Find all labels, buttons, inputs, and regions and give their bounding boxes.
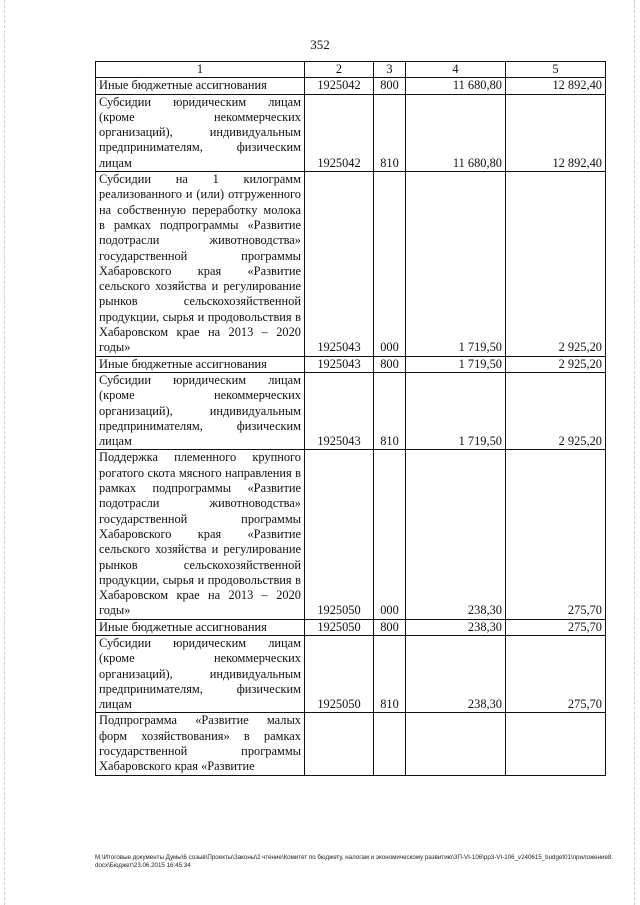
amount-2015-cell: 238,30 xyxy=(406,619,506,635)
expense-type-cell: 800 xyxy=(374,619,406,635)
amount-2015-cell: 1 719,50 xyxy=(406,372,506,449)
amount-2015-cell: 1 719,50 xyxy=(406,172,506,357)
expense-type-cell: 810 xyxy=(374,94,406,171)
code-cell: 1925050 xyxy=(305,635,374,712)
amount-2016-cell: 2 925,20 xyxy=(506,172,606,357)
amount-2016-cell: 2 925,20 xyxy=(506,356,606,372)
code-cell: 1925050 xyxy=(305,619,374,635)
name-cell: Субсидии юридическим лицам (кроме некоммерческих организаций), индивидуальным предпринимателям, физическим лицам xyxy=(96,94,305,171)
code-cell xyxy=(305,713,374,775)
expense-type-cell: 810 xyxy=(374,372,406,449)
amount-2015-cell: 238,30 xyxy=(406,450,506,619)
code-cell: 1925043 xyxy=(305,172,374,357)
name-cell: Иные бюджетные ассигнования xyxy=(96,78,305,94)
amount-2016-cell: 275,70 xyxy=(506,619,606,635)
table-row xyxy=(96,635,606,712)
amount-2015-cell: 11 680,80 xyxy=(406,94,506,171)
column-header: 4 xyxy=(406,62,506,78)
amount-2016-cell: 12 892,40 xyxy=(506,78,606,94)
expense-type-cell: 800 xyxy=(374,78,406,94)
name-cell: Субсидии на 1 килограмм реализованного и (или) отгруженного на собственную переработку молока в рамках подпрограммы «Развитие подотрасли животноводства» государственной программы Хабаровского края «Развитие сельского хозяйства и регулирование рынков сельскохозяйственной продукции, сырья и продовольствия в Хабаровском крае на 2013 – 2020 годы» xyxy=(96,172,305,357)
amount-2016-cell: 2 925,20 xyxy=(506,372,606,449)
name-cell: Поддержка племенного крупного рогатого скота мясного направления в рамках подпрограммы «Развитие подотрасли животноводства» государственной программы Хабаровского края «Развитие сельского хозяйства и регулирование рынков сельскохозяйственной продукции, сырья и продовольствия в Хабаровском крае на 2013 – 2020 годы» xyxy=(96,450,305,619)
table-row xyxy=(96,713,606,775)
expense-type-cell xyxy=(374,713,406,775)
left-margin-line xyxy=(4,0,5,905)
table-row xyxy=(96,619,606,635)
document-footer-path: M:\Итоговые документы Думы\6 созыв\Проекты\Законы\2 чтение\Комитет по бюджету, налогам и экономическому развитию\3П-VI-106\pp3-VI-106_v240615_budget01\приложение8.docx\Бюджет\23.06.2015 16:45:34 xyxy=(95,854,614,869)
table-row xyxy=(96,372,606,449)
amount-2016-cell: 275,70 xyxy=(506,450,606,619)
amount-2015-cell: 238,30 xyxy=(406,635,506,712)
name-cell: Субсидии юридическим лицам (кроме некоммерческих организаций), индивидуальным предпринимателям, физическим лицам xyxy=(96,635,305,712)
expense-type-cell: 000 xyxy=(374,172,406,357)
code-cell: 1925042 xyxy=(305,78,374,94)
column-header: 2 xyxy=(305,62,374,78)
amount-2015-cell: 1 719,50 xyxy=(406,356,506,372)
expense-type-cell: 000 xyxy=(374,450,406,619)
name-cell: Иные бюджетные ассигнования xyxy=(96,619,305,635)
table-row xyxy=(96,450,606,619)
amount-2015-cell: 11 680,80 xyxy=(406,78,506,94)
column-header: 3 xyxy=(374,62,406,78)
column-header: 1 xyxy=(96,62,305,78)
page-number: 352 xyxy=(310,37,330,52)
table-row xyxy=(96,78,606,94)
amount-2015-cell xyxy=(406,713,506,775)
amount-2016-cell xyxy=(506,713,606,775)
name-cell: Подпрограмма «Развитие малых форм хозяйствования» в рамках государственной программы Хабаровского края «Развитие xyxy=(96,713,305,775)
column-header: 5 xyxy=(506,62,606,78)
expense-type-cell: 810 xyxy=(374,635,406,712)
expense-type-cell: 800 xyxy=(374,356,406,372)
table-row xyxy=(96,356,606,372)
table-body xyxy=(96,62,606,776)
code-cell: 1925042 xyxy=(305,94,374,171)
name-cell: Субсидии юридическим лицам (кроме некоммерческих организаций), индивидуальным предпринимателям, физическим лицам xyxy=(96,372,305,449)
table-header-row xyxy=(96,62,606,78)
budget-table xyxy=(95,61,606,776)
right-margin-line xyxy=(634,0,635,905)
name-cell: Иные бюджетные ассигнования xyxy=(96,356,305,372)
code-cell: 1925050 xyxy=(305,450,374,619)
table-row xyxy=(96,172,606,357)
code-cell: 1925043 xyxy=(305,372,374,449)
amount-2016-cell: 12 892,40 xyxy=(506,94,606,171)
table-row xyxy=(96,94,606,171)
amount-2016-cell: 275,70 xyxy=(506,635,606,712)
code-cell: 1925043 xyxy=(305,356,374,372)
